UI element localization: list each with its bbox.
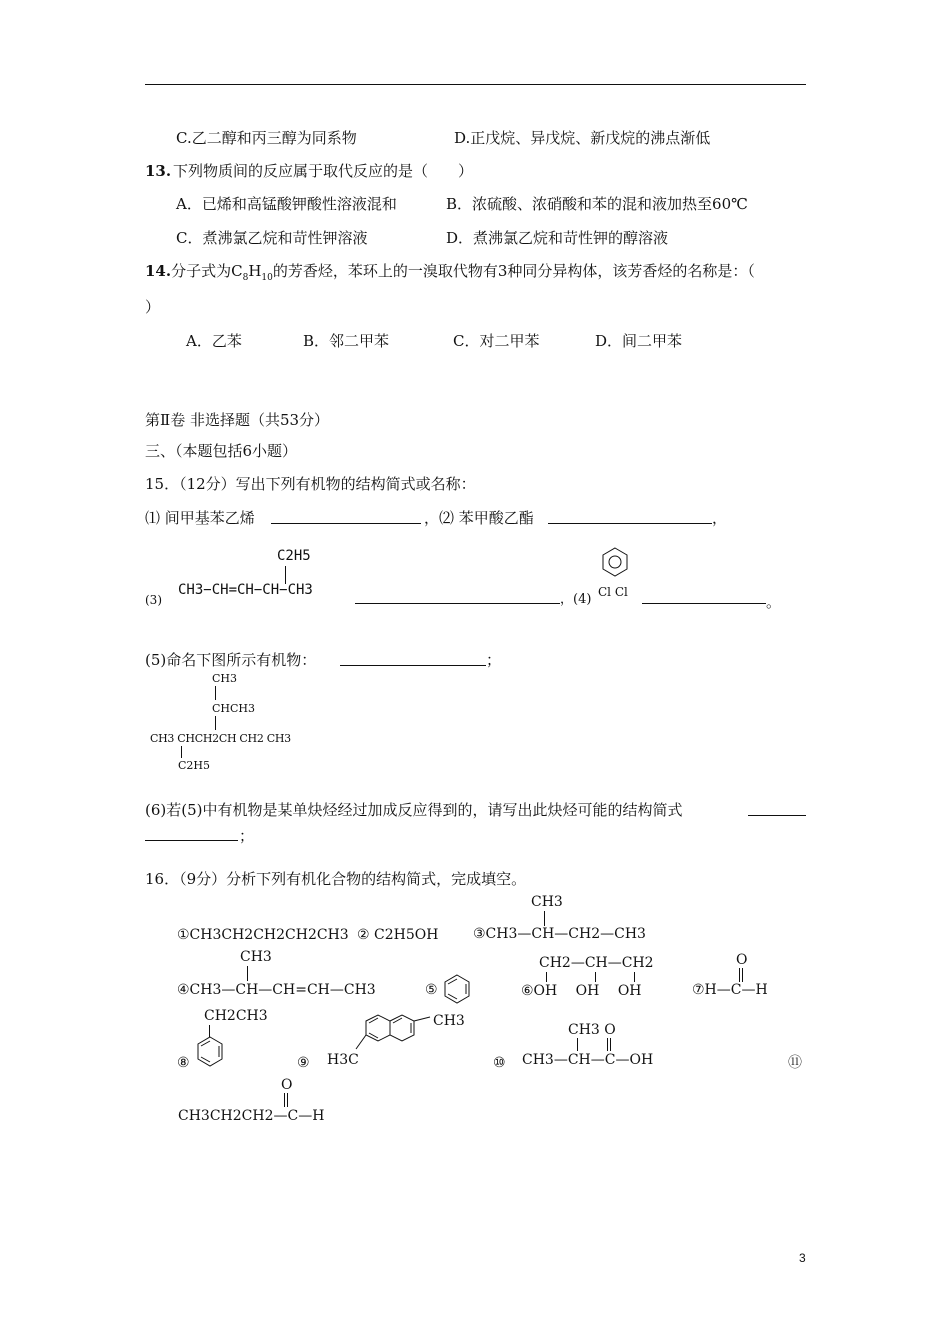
- q15-part2-blank[interactable]: [548, 523, 712, 524]
- q15-part3-blank[interactable]: [355, 603, 560, 604]
- q16-compound-7: ⑦H—C—H: [692, 982, 768, 998]
- q16-compound-8-label: ⑧: [177, 1055, 190, 1071]
- q14-sub-10: 10: [261, 273, 273, 283]
- q13-number: 13.: [145, 162, 172, 180]
- q15-part6-label: (6)若(5)中有机物是某单炔烃经过加成反应得到的，请写出此炔烃可能的结构简式: [145, 801, 683, 819]
- q16-compound-1: ①CH3CH2CH2CH2CH3: [177, 927, 349, 943]
- q16-compound-10-bond-1: [577, 1038, 578, 1051]
- q14-option-a: A．乙苯: [186, 332, 242, 350]
- q16-compound-7-oxygen: O: [736, 952, 748, 968]
- q16-compound-3: ③CH3—CH—CH2—CH3: [473, 926, 646, 942]
- q12-option-d: D.正戊烷、异戊烷、新戊烷的沸点渐低: [454, 129, 711, 147]
- q15-part5-bond-3: [181, 746, 182, 758]
- q15-part5-chch3: CHCH3: [212, 702, 256, 715]
- q13-option-a: A．已烯和高锰酸钾酸性溶液混和: [176, 195, 397, 213]
- q15-part5-bond-1: [215, 686, 216, 700]
- q13-option-d: D．煮沸氯乙烷和苛性钾的醇溶液: [446, 229, 669, 247]
- q13-option-c: C．煮沸氯乙烷和苛性钾溶液: [176, 229, 368, 247]
- q15-part4-benzene-ring: [600, 546, 630, 582]
- q16-compound-9-naphthalene: [346, 1015, 438, 1059]
- q15-part5-blank[interactable]: [340, 665, 486, 666]
- q16-compound-6-bond-3: [634, 972, 635, 982]
- q15-part2-end: ，: [712, 509, 728, 527]
- q16-compound-11-oxygen: O: [281, 1077, 293, 1093]
- q16-compound-6-bond-2: [595, 972, 596, 982]
- q15-part4-chloro: Cl Cl: [598, 585, 628, 599]
- q14-stem-c: 的芳香烃，苯环上的一溴取代物有3种同分异构体，该芳香烃的名称是：（: [272, 262, 755, 280]
- q14-option-b: B．邻二甲苯: [303, 332, 390, 350]
- q15-part4-end: 。: [766, 593, 782, 611]
- q15-part3-ethyl: C2H5: [277, 548, 311, 564]
- q16-compound-6-chain: CH2—CH—CH2: [539, 955, 654, 971]
- q16-compound-11-double-bond-2: [287, 1093, 288, 1107]
- q14-stem-close: ）: [145, 298, 161, 316]
- q15-part4-label: ，(4): [560, 592, 592, 607]
- q14-stem: [145, 261, 755, 288]
- part2-section: 三、（本题包括6小题）: [145, 442, 298, 460]
- q16-compound-5-benzene-ring: [443, 974, 471, 1004]
- q16-compound-6-hydroxyls: ⑥OH OH OH: [521, 983, 642, 999]
- q15-part2-label: ，⑵ 苯甲酸乙酯: [424, 509, 534, 527]
- q14-stem-b: H: [248, 262, 262, 280]
- q16-compound-6-bond-1: [546, 972, 547, 982]
- q15-part1-blank[interactable]: [271, 523, 421, 524]
- q16-compound-8-benzene-ring: [196, 1036, 224, 1068]
- q16-compound-11-label: ⑪: [788, 1055, 802, 1071]
- q15-part3-formula: CH3−CH=CH−CH−CH3: [178, 582, 313, 598]
- q16-compound-10-label: ⑩: [493, 1055, 506, 1071]
- q16-compound-2: ② C2H5OH: [357, 927, 439, 943]
- q16-compound-11: CH3CH2CH2—C—H: [178, 1108, 325, 1124]
- q16-compound-10-double-bond: [607, 1038, 608, 1051]
- q15-part1-label: ⑴ 间甲基苯乙烯: [145, 509, 255, 527]
- q16-compound-4-branch: CH3: [240, 949, 272, 965]
- q14-number: 14.: [145, 262, 172, 280]
- q12-option-c: C.乙二醇和丙三醇为同系物: [176, 129, 357, 147]
- q16-compound-4: ④CH3—CH—CH=CH—CH3: [177, 982, 376, 998]
- q14-option-d: D．间二甲苯: [595, 332, 683, 350]
- q15-part5-ethyl: C2H5: [178, 759, 211, 772]
- q16-compound-7-double-bond: [739, 968, 740, 982]
- q16-compound-9-label: ⑨: [297, 1055, 310, 1071]
- q15-part6-end: ；: [239, 827, 255, 845]
- q15-heading: 15．（12分）写出下列有机物的结构简式或名称：: [145, 475, 476, 493]
- q14-sub-8: 8: [242, 273, 249, 283]
- q16-compound-10: CH3—CH—C—OH: [522, 1052, 654, 1068]
- q15-part5-ch3-top: CH3: [212, 672, 238, 685]
- q16-compound-9-methyl-right: CH3: [433, 1013, 465, 1029]
- q16-compound-3-bond: [544, 911, 545, 926]
- page-number: 3: [799, 1251, 806, 1265]
- q13-option-b: B．浓硫酸、浓硝酸和苯的混和液加热至60℃: [446, 195, 748, 213]
- q15-part5-main-chain: CH3 CHCH2CH CH2 CH3: [150, 732, 291, 745]
- q16-compound-4-bond: [247, 966, 248, 981]
- q15-part5-end: ；: [486, 651, 502, 669]
- q16-compound-10-top: CH3 O: [568, 1022, 616, 1038]
- q16-compound-11-double-bond: [284, 1093, 285, 1107]
- q16-compound-8-substituent: CH2CH3: [204, 1008, 268, 1024]
- q15-part3-label: (3): [145, 593, 162, 607]
- q13-stem: 下列物质间的反应属于取代反应的是（ ）: [173, 162, 474, 180]
- q15-part4-blank[interactable]: [642, 603, 766, 604]
- part2-title: 第Ⅱ卷 非选择题（共53分）: [145, 411, 330, 429]
- q16-compound-10-double-bond-2: [610, 1038, 611, 1051]
- q15-part5-label: (5)命名下图所示有机物：: [145, 651, 317, 669]
- q16-compound-9-methyl-left: H3C: [327, 1052, 359, 1068]
- header-rule: [145, 84, 806, 85]
- q16-compound-5-label: ⑤: [425, 982, 438, 998]
- q15-part6-blank-a[interactable]: [748, 815, 806, 816]
- q16-compound-7-double-bond-2: [742, 968, 743, 982]
- q16-compound-3-branch: CH3: [531, 894, 563, 910]
- q16-heading: 16．（9分）分析下列有机化合物的结构简式，完成填空。: [145, 870, 527, 888]
- q14-stem-a: 分子式为C: [171, 262, 243, 280]
- q14-option-c: C．对二甲苯: [453, 332, 540, 350]
- q15-part6-blank-b[interactable]: [145, 840, 238, 841]
- q15-part5-bond-2: [215, 716, 216, 730]
